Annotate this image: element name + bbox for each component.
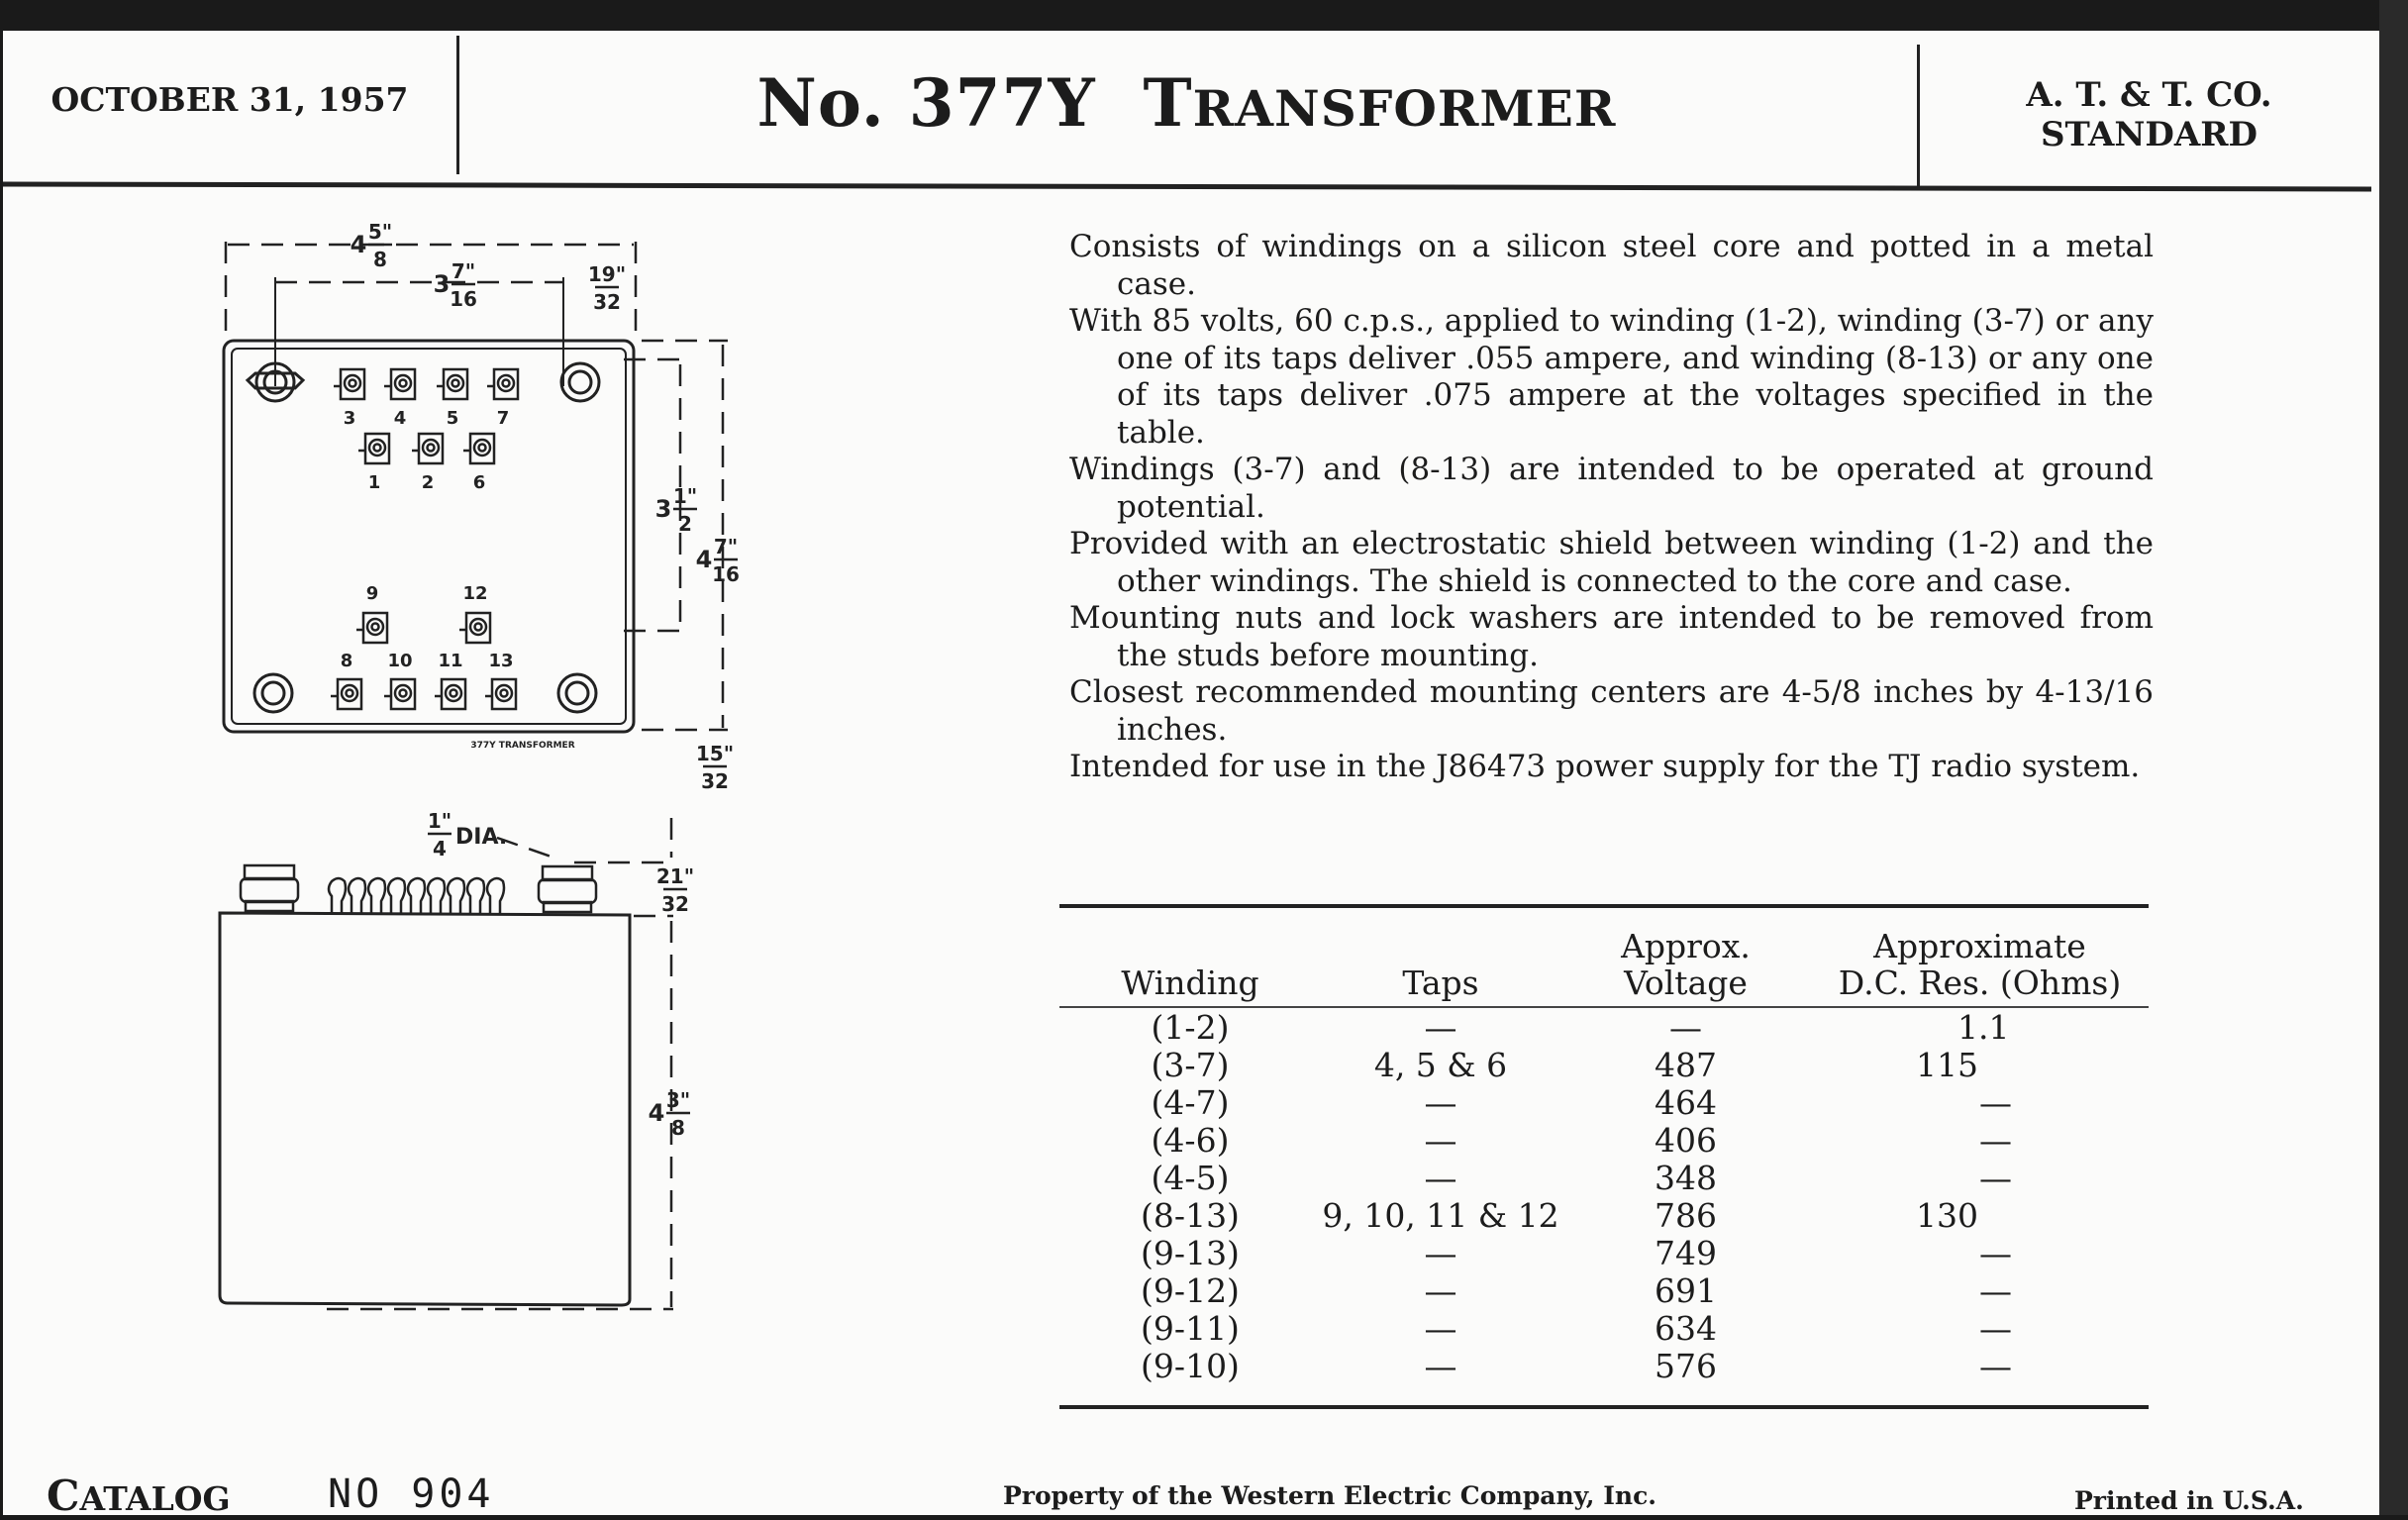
- dim-case-height-whole: 4: [648, 1099, 665, 1127]
- terminal-label: 9: [365, 583, 379, 604]
- cell-winding: (9-12): [1141, 1271, 1240, 1310]
- catalog-initial: C: [47, 1471, 80, 1520]
- description-paragraph: Windings (3-7) and (8-13) are intended to be operated at ground potential.: [1069, 452, 2154, 525]
- description-paragraph: Mounting nuts and lock washers are intended to be removed from the studs before mounting.: [1069, 600, 2154, 673]
- terminal-lug: [356, 613, 387, 643]
- col-voltage-line2: Voltage: [1624, 963, 1748, 1002]
- cell-resistance: —: [1979, 1309, 2012, 1348]
- cell-taps: —: [1424, 1121, 1457, 1160]
- dim-stud-spacing-whole: 3: [433, 270, 451, 298]
- dim-stud-vertical-whole: 3: [654, 495, 672, 523]
- col-voltage-line1: Approx.: [1621, 927, 1751, 965]
- description-paragraph: Closest recommended mounting centers are 4-5/8 inches by 4-13/16 inches.: [1069, 674, 2154, 748]
- cell-winding: (4-7): [1151, 1083, 1230, 1122]
- col-res-line1: Approximate: [1873, 927, 2086, 965]
- cell-winding: (9-10): [1141, 1347, 1240, 1385]
- description-paragraph: With 85 volts, 60 c.p.s., applied to winding (1-2), winding (3-7) or any one of its taps deliver .055 ampere, and winding (8-13) or any one of its taps deliver .075 ampere at the voltages specified in the table.: [1069, 303, 2154, 451]
- terminal-label: 2: [421, 472, 435, 493]
- cell-resistance: —: [1979, 1271, 2012, 1310]
- catalog-number: NO 904: [328, 1471, 495, 1517]
- side-terminal: [428, 878, 445, 913]
- side-terminal: [408, 878, 425, 913]
- side-terminal: [368, 878, 385, 913]
- terminal-label: 6: [472, 472, 486, 493]
- dim-stud-height-num: 21": [655, 864, 695, 888]
- terminal-lug: [334, 369, 364, 399]
- cell-taps: —: [1424, 1083, 1457, 1122]
- cell-voltage: 691: [1655, 1271, 1717, 1310]
- terminal-label: 12: [462, 583, 488, 604]
- cell-voltage: 487: [1655, 1046, 1717, 1084]
- side-terminal: [467, 878, 484, 913]
- cell-resistance: 115: [1916, 1046, 1978, 1084]
- dim-case-height-den: 8: [671, 1116, 685, 1140]
- title-no: No.: [756, 64, 885, 142]
- dim-overall-width-num: 5": [367, 220, 393, 244]
- dim-overall-depth-whole: 4: [695, 546, 713, 573]
- dim-bottom-offset-den: 32: [701, 769, 729, 793]
- title-rest: RANSFORMER: [1192, 79, 1617, 138]
- cell-taps: —: [1424, 1159, 1457, 1197]
- dim-stud-vertical-den: 2: [678, 512, 692, 536]
- cell-voltage: 576: [1655, 1347, 1717, 1385]
- stud-dia-den: 4: [433, 837, 447, 861]
- cell-voltage: —: [1669, 1008, 1702, 1047]
- dim-stud-spacing-num: 7": [451, 259, 476, 283]
- side-terminal: [448, 878, 464, 913]
- description-paragraph: Consists of windings on a silicon steel core and potted in a metal case.: [1069, 229, 2154, 302]
- terminal-lug: [435, 679, 465, 709]
- issue-date: OCTOBER 31, 1957: [50, 80, 409, 119]
- cell-resistance: —: [1979, 1234, 2012, 1272]
- terminal-label: 3: [343, 408, 356, 429]
- terminal-label: 11: [438, 651, 463, 671]
- dim-stud-offset-den: 32: [593, 290, 621, 314]
- dim-overall-width-den: 8: [373, 248, 387, 271]
- dim-stud-height-den: 32: [661, 892, 689, 916]
- terminal-lug: [384, 369, 415, 399]
- title-initial: T: [1143, 64, 1193, 142]
- cell-taps: —: [1424, 1347, 1457, 1385]
- dim-overall-depth-den: 16: [712, 562, 740, 586]
- description-paragraph: Provided with an electrostatic shield between winding (1-2) and the other windings. The shield is connected to the core and case.: [1069, 526, 2154, 599]
- mounting-stud: [248, 363, 599, 712]
- dim-case-height-num: 3": [665, 1088, 691, 1112]
- terminal-label: 10: [387, 651, 413, 671]
- dim-stud-spacing-den: 16: [450, 287, 477, 311]
- side-terminal: [349, 878, 365, 913]
- cell-winding: (1-2): [1151, 1008, 1230, 1047]
- description-paragraph: Intended for use in the J86473 power supply for the TJ radio system.: [1069, 749, 2141, 784]
- cell-winding: (8-13): [1141, 1196, 1240, 1235]
- terminal-lug: [384, 679, 415, 709]
- cell-voltage: 749: [1655, 1234, 1717, 1272]
- cell-voltage: 464: [1655, 1083, 1717, 1122]
- cell-resistance: —: [1979, 1159, 2012, 1197]
- dim-overall-depth-num: 7": [713, 535, 739, 558]
- dim-stud-vertical-num: 1": [672, 484, 698, 508]
- col-res-line2: D.C. Res. (Ohms): [1838, 963, 2122, 1002]
- cell-winding: (4-6): [1151, 1121, 1230, 1160]
- standard-line2: STANDARD: [2040, 115, 2258, 154]
- cell-winding: (4-5): [1151, 1159, 1230, 1197]
- terminal-label: 1: [367, 472, 381, 493]
- cell-voltage: 634: [1655, 1309, 1717, 1348]
- terminal-lug: [459, 613, 490, 643]
- terminal-lug: [485, 679, 516, 709]
- dim-overall-width-whole: 4: [350, 231, 367, 258]
- cell-taps: —: [1424, 1234, 1457, 1272]
- cell-resistance: 130: [1916, 1196, 1978, 1235]
- cell-taps: —: [1424, 1309, 1457, 1348]
- cell-taps: —: [1424, 1271, 1457, 1310]
- col-taps: Taps: [1402, 963, 1479, 1002]
- col-winding: Winding: [1121, 963, 1259, 1002]
- stud-dia-label: DIA.: [455, 825, 508, 850]
- title-number: 377Y: [908, 64, 1096, 142]
- terminal-lug: [331, 679, 361, 709]
- property-notice: Property of the Western Electric Company, Inc.: [1003, 1481, 1657, 1510]
- standard-line1: A. T. & T. CO.: [2026, 75, 2272, 115]
- case-side-outline: [220, 913, 630, 1305]
- terminal-label: 8: [340, 651, 353, 671]
- terminal-label: 13: [488, 651, 514, 671]
- side-terminal: [329, 878, 346, 913]
- terminal-lug: [463, 434, 494, 463]
- cell-resistance: —: [1979, 1347, 2012, 1385]
- cell-resistance: —: [1979, 1083, 2012, 1122]
- cell-resistance: —: [1979, 1121, 2012, 1160]
- dim-stud-offset-num: 19": [587, 262, 627, 286]
- terminal-lug: [437, 369, 467, 399]
- stud-dia-num: 1": [427, 809, 452, 833]
- catalog-rest: ATALOG: [79, 1479, 231, 1518]
- cell-voltage: 348: [1655, 1159, 1717, 1197]
- terminal-label: 5: [446, 408, 459, 429]
- cell-winding: (9-11): [1141, 1309, 1240, 1348]
- terminal-label: 7: [496, 408, 510, 429]
- printed-notice: Printed in U.S.A.: [2074, 1486, 2304, 1515]
- cell-taps: 9, 10, 11 & 12: [1322, 1196, 1559, 1235]
- cell-voltage: 406: [1655, 1121, 1717, 1160]
- terminal-lug: [412, 434, 443, 463]
- side-studs: [241, 865, 596, 912]
- case-top-inner: [232, 349, 626, 724]
- cell-winding: (9-13): [1141, 1234, 1240, 1272]
- cell-voltage: 786: [1655, 1196, 1717, 1235]
- terminal-lug: [487, 369, 518, 399]
- cell-taps: 4, 5 & 6: [1373, 1046, 1508, 1084]
- side-terminal: [487, 878, 504, 913]
- cell-taps: —: [1424, 1008, 1457, 1047]
- terminal-label: 4: [393, 408, 407, 429]
- cell-resistance: 1.1: [1957, 1008, 2010, 1047]
- terminal-lug: [358, 434, 389, 463]
- side-terminal: [388, 878, 405, 913]
- case-marking: 377Y TRANSFORMER: [470, 741, 575, 751]
- dim-bottom-offset-num: 15": [695, 742, 735, 765]
- cell-winding: (3-7): [1151, 1046, 1230, 1084]
